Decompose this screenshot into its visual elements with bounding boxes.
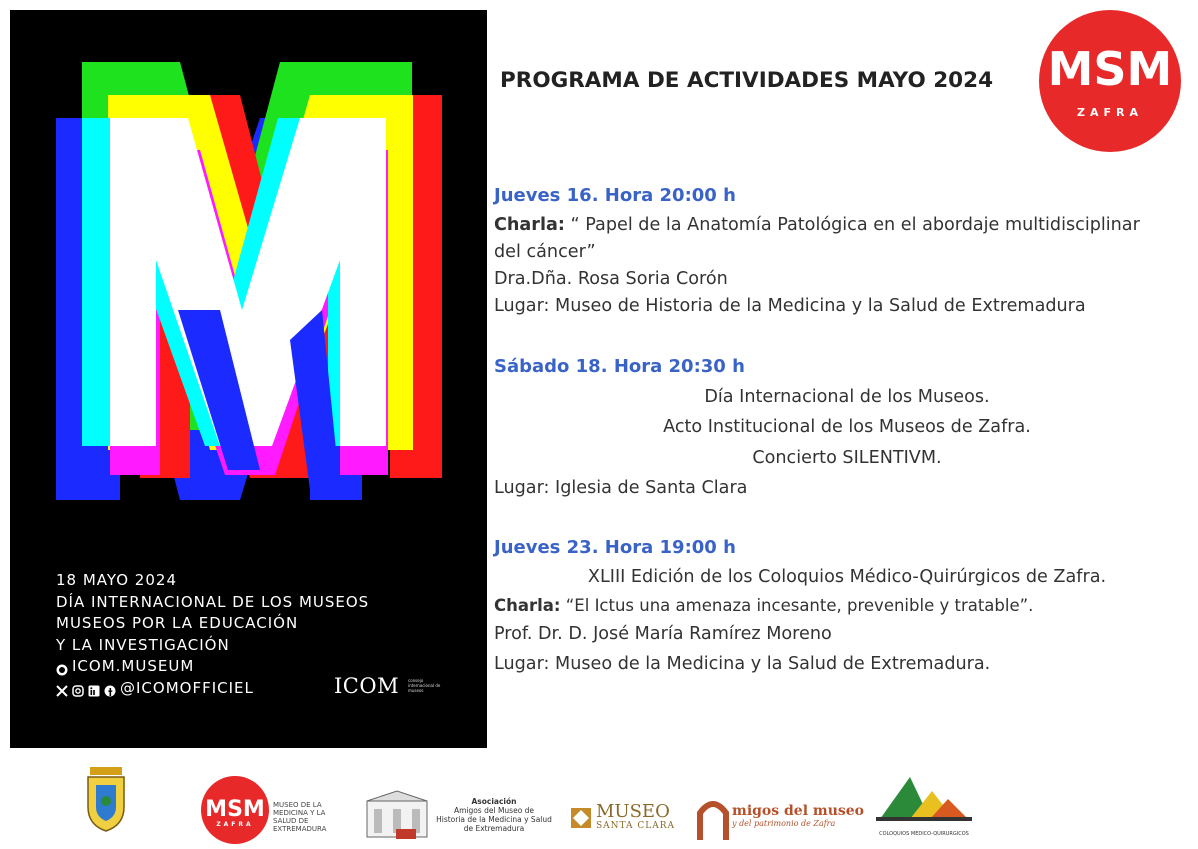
event-1-talk-label: Charla: [494,215,565,235]
icom-logo-subtitle: consejo internacional de museos [408,678,441,693]
coloquios-logo-icon [870,769,978,833]
association-line-3: de Extremadura [463,824,525,833]
museo-santa-clara-main: MUSEO [596,801,670,822]
museum-building-icon [362,789,432,843]
event-3-talk [494,596,1033,615]
icom-poster [10,10,487,748]
msm-footer-logo [200,775,270,849]
facebook-icon [104,682,116,694]
msm-logo-main: MSM [1047,42,1173,96]
event-2-place: Lugar: Iglesia de Santa Clara [494,478,748,498]
footer-logos [0,755,1198,840]
poster-line-3: Y LA INVESTIGACIÓN [56,635,230,654]
event-3-line-1: XLIII Edición de los Coloquios Médico-Quirúrgicos de Zafra. [587,567,1107,587]
msm-footer-main: MSM [205,797,265,822]
event-2-line-3: Concierto SILENTIVM. [752,448,942,468]
event-2-heading: Sábado 18. Hora 20:30 h [494,356,745,377]
association-title: Asociación [471,797,517,806]
museo-santa-clara-sub: SANTA CLARA [596,821,676,831]
event-1-talk-line-1 [494,215,1140,235]
poster-social-row [56,678,369,700]
event-1-talk-title-b: del cáncer” [494,242,596,262]
amigos-sub: y del patrimonio de Zafra [732,819,836,828]
poster-text-block [56,570,369,699]
multicolor-m-graphic [10,10,487,570]
poster-social-handle: @ICOMOFFICIEL [120,678,254,697]
association-text [432,797,556,833]
page-title: PROGRAMA DE ACTIVIDADES MAYO 2024 [500,68,994,93]
poster-line-1: DÍA INTERNACIONAL DE LOS MUSEOS [56,592,370,611]
event-3-heading: Jueves 23. Hora 19:00 h [494,537,736,558]
event-1-place: Lugar: Museo de Historia de la Medicina y la Salud de Extremadura [494,296,1086,316]
event-1-talk-title-a: “ Papel de la Anatomía Patológica en el abordaje multidisciplinar [564,215,1140,235]
globe-icon [56,661,68,673]
event-3-talk-label: Charla: [494,596,561,615]
coloquios-text: COLOQUIOS MÉDICO-QUIRÚRGICOS [879,831,969,837]
amigos-main: migos del museo [732,803,865,819]
linkedin-icon [88,682,100,694]
msm-footer-text: MUSEO DE LA MEDICINA Y LA SALUD DE EXTREMADURA [273,801,327,833]
association-line-2: Historia de la Medicina y Salud [436,815,552,824]
event-1-heading: Jueves 16. Hora 20:00 h [494,185,736,206]
event-3-place: Lugar: Museo de la Medicina y la Salud de Extremadura. [494,654,991,674]
zafra-coat-of-arms-icon [84,763,128,837]
icom-logo: ICOM [334,674,400,698]
event-3-speaker: Prof. Dr. D. José María Ramírez Moreno [494,624,832,644]
event-2-line-1: Día Internacional de los Museos. [704,387,990,407]
msm-zafra-logo [1039,10,1181,152]
poster-website-row [56,656,369,678]
event-3-talk-title: “El Ictus una amenaza incesante, prevenible y tratable”. [560,596,1034,615]
instagram-icon [72,682,84,694]
amigos-del-museo-logo [732,803,864,828]
x-icon [56,682,68,694]
amigos-arch-icon [696,795,730,844]
msm-footer-sub: ZAFRA [216,821,254,828]
association-line-1: Amigos del Museo de [453,806,535,815]
poster-website: ICOM.MUSEUM [72,657,195,675]
poster-line-2: MUSEOS POR LA EDUCACIÓN [56,614,299,632]
event-2-line-2: Acto Institucional de los Museos de Zafra. [663,417,1031,437]
event-1-speaker: Dra.Dña. Rosa Soria Corón [494,269,728,289]
museo-santa-clara-logo [596,803,675,831]
santa-clara-emblem-icon [570,807,592,833]
poster-date: 18 MAYO 2024 [56,571,177,589]
msm-logo-sub: ZAFRA [1077,106,1143,119]
